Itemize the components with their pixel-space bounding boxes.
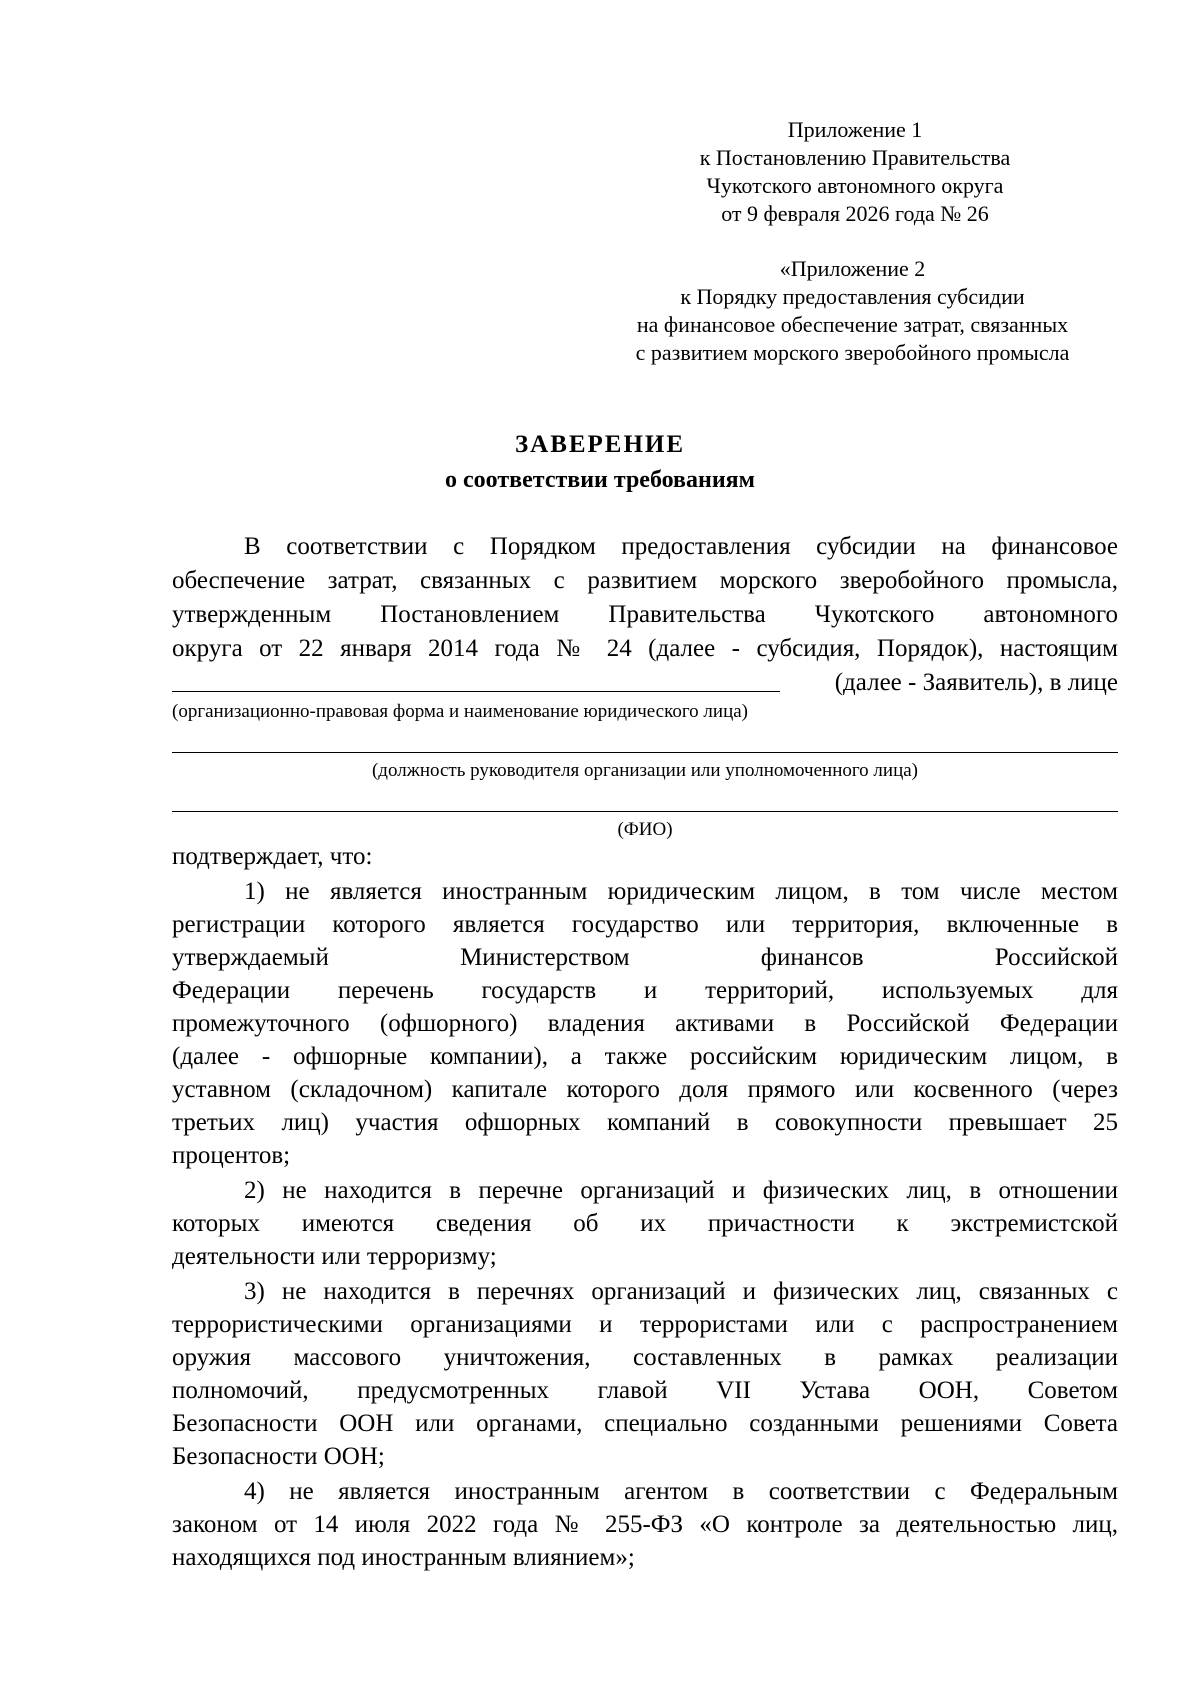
item-3-line-6: Безопасности ООН;: [172, 1443, 385, 1470]
item-2-line-2: которых имеются сведения об их причастности к экстремистской: [172, 1210, 1118, 1237]
approval-block-2: [610, 255, 1095, 367]
item-2-line-3: деятельности или терроризму;: [172, 1243, 497, 1270]
item-3-line-3: оружия массового уничтожения, составленных в рамках реализации: [172, 1344, 1118, 1371]
org-caption: (организационно-правовая форма и наименование юридического лица): [172, 701, 749, 722]
approval-2-line-3: на финансовое обеспечение затрат, связанных: [636, 312, 1069, 337]
item-1-line-1: 1) не является иностранным юридическим лицом, в том числе местом: [244, 878, 1118, 905]
item-1-line-6: (далее - офшорные компании), а также российским юридическим лицом, в: [172, 1043, 1118, 1070]
fio-caption: (ФИО): [617, 819, 673, 840]
approval-2-line-4: с развитием морского зверобойного промысла: [635, 340, 1070, 365]
approval-2-line-2: к Порядку предоставления субсидии: [680, 284, 1025, 309]
item-1-line-5: промежуточного (офшорного) владения активами в Российской Федерации: [172, 1010, 1118, 1037]
document-subtitle: о соответствии требованиям: [445, 467, 755, 493]
document-title: ЗАВЕРЕНИЕ: [514, 431, 686, 458]
item-4-line-2: законом от 14 июля 2022 года № 255-ФЗ «О контроле за деятельностью лиц,: [172, 1511, 1118, 1538]
approval-1-line-2: к Постановлению Правительства: [699, 145, 1011, 170]
item-1-line-3: утверждаемый Министерством финансов Российской: [172, 944, 1118, 971]
item-1-line-8: третьих лиц) участия офшорных компаний в совокупности превышает 25: [172, 1109, 1118, 1136]
intro-line-1: В соответствии с Порядком предоставления субсидии на финансовое: [244, 533, 1118, 560]
approval-1-line-4: от 9 февраля 2026 года № 26: [721, 201, 989, 226]
applicant-name-field[interactable]: [172, 691, 780, 692]
approval-1-line-3: Чукотского автономного округа: [706, 173, 1004, 198]
intro-line-3: утвержденным Постановлением Правительства Чукотского автономного: [172, 601, 1118, 628]
item-4-line-3: находящихся под иностранным влиянием»;: [172, 1544, 635, 1571]
intro-line-2: обеспечение затрат, связанных с развитием морского зверобойного промысла,: [172, 567, 1118, 594]
position-caption: (должность руководителя организации или уполномоченного лица): [371, 760, 919, 781]
approval-1-line-1: Приложение 1: [787, 117, 923, 142]
confirms-text: подтверждает, что:: [172, 843, 373, 870]
item-3-line-5: Безопасности ООН или органами, специально созданными решениями Совета: [172, 1410, 1118, 1437]
item-4-line-1: 4) не является иностранным агентом в соответствии с Федеральным: [244, 1478, 1118, 1505]
item-1-line-2: регистрации которого является государство или территория, включенные в: [172, 911, 1118, 938]
intro-line-4: округа от 22 января 2014 года № 24 (далее - субсидия, Порядок), настоящим: [172, 635, 1118, 662]
item-1-line-9: процентов;: [172, 1142, 291, 1169]
approval-2-line-1: «Приложение 2: [779, 256, 926, 281]
item-3-line-2: террористическими организациями и террористами или с распространением: [172, 1311, 1118, 1338]
fio-field[interactable]: [172, 811, 1118, 812]
position-field[interactable]: [172, 752, 1118, 753]
approval-block-1: [640, 116, 1070, 228]
item-1-line-4: Федерации перечень государств и территорий, используемых для: [172, 977, 1118, 1004]
item-1-line-7: уставном (складочном) капитале которого доля прямого или косвенного (через: [172, 1076, 1118, 1103]
item-3-line-4: полномочий, предусмотренных главой VII Устава ООН, Советом: [172, 1377, 1118, 1404]
item-2-line-1: 2) не находится в перечне организаций и физических лиц, в отношении: [244, 1177, 1118, 1204]
item-3-line-1: 3) не находится в перечнях организаций и физических лиц, связанных с: [244, 1278, 1118, 1305]
applicant-tail-text: (далее - Заявитель), в лице: [834, 669, 1118, 696]
